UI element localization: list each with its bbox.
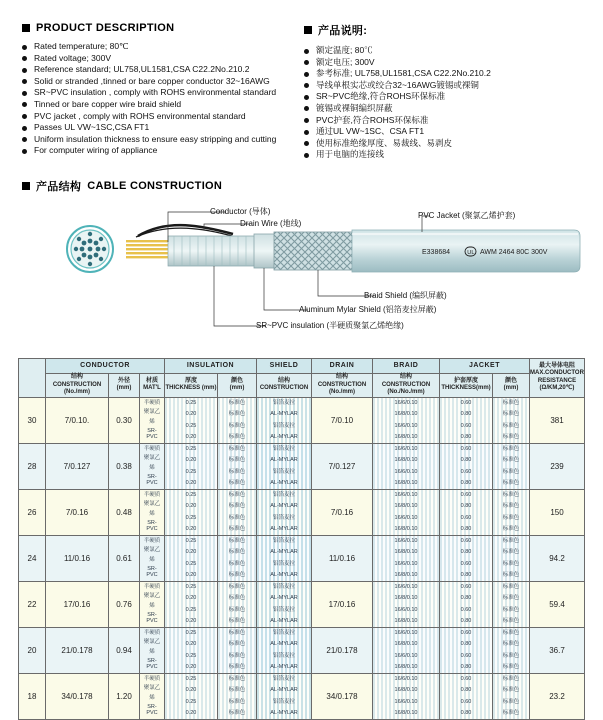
- cell-insulation-thickness: 0.25 0.20 0.25 0.20: [165, 673, 218, 719]
- cell-drain: 7/0.10: [312, 397, 373, 443]
- th-group-insulation-label: INSULATION: [186, 362, 235, 369]
- list-item: 使用标准绝缘厚度、易裁线、易剥皮: [304, 138, 582, 150]
- cell-od: 0.76: [109, 581, 140, 627]
- cell-conductor: 7/0.127: [46, 443, 109, 489]
- cell-jacket-color: 标准色 标准色 标准色 标准色: [493, 581, 530, 627]
- list-item: 镀锡或裸铜编织屏蔽: [304, 103, 582, 115]
- description-section: [22, 22, 582, 161]
- cell-od: 1.20: [109, 673, 140, 719]
- cell-jacket-thickness: 0.60 0.80 0.60 0.80: [440, 627, 493, 673]
- cell-insulation-color: 标准色 标准色 标准色 标准色: [218, 443, 257, 489]
- cell-jacket-color: 标准色 标准色 标准色 标准色: [493, 489, 530, 535]
- cell-insulation-material: 半硬质 聚氯乙 烯 SR-PVC: [140, 581, 165, 627]
- cell-jacket-color: 标准色 标准色 标准色 标准色: [493, 535, 530, 581]
- th-awg-group: [19, 359, 46, 398]
- list-item: SR~PVC绝缘,符合ROHS环保标准: [304, 91, 582, 103]
- label-mylar-shield: Aluminum Mylar Shield (铝箔麦拉屏蔽): [299, 305, 437, 314]
- braid-shield: [274, 232, 356, 270]
- cell-shield: 铝箔麦拉 AL-MYLAR 铝箔麦拉 AL-MYLAR: [257, 535, 312, 581]
- th-braid-construction: 结构 CONSTRUCTION (No./No./mm): [373, 374, 440, 398]
- cell-shield: 铝箔麦拉 AL-MYLAR 铝箔麦拉 AL-MYLAR: [257, 443, 312, 489]
- list-item: PVC jacket , comply with ROHS environmental standard: [22, 111, 300, 123]
- cell-braid: 16/6/0.10 16/8/0.10 16/6/0.10 16/8/0.10: [373, 627, 440, 673]
- cell-braid: 16/6/0.10 16/8/0.10 16/6/0.10 16/8/0.10: [373, 535, 440, 581]
- cell-insulation-thickness: 0.25 0.20 0.25 0.20: [165, 535, 218, 581]
- list-item: Passes UL VW~1SC,CSA FT1: [22, 122, 300, 134]
- jacket-print-id: E338684: [422, 249, 451, 256]
- cell-od: 0.30: [109, 397, 140, 443]
- list-item: 用于电脑的连接线: [304, 149, 582, 161]
- cell-insulation-color: 标准色 标准色 标准色 标准色: [218, 673, 257, 719]
- cell-jacket-color: 标准色 标准色 标准色 标准色: [493, 397, 530, 443]
- label-sr-pvc-insulation: SR~PVC insulation (半硬质聚氯乙烯绝缘): [256, 321, 404, 330]
- cell-awg: 26: [19, 489, 46, 535]
- cell-drain: 7/0.16: [312, 489, 373, 535]
- list-item: 参考标准; UL758,UL1581,CSA C22.2No.210.2: [304, 68, 582, 80]
- cell-drain: 11/0.16: [312, 535, 373, 581]
- table-row: [19, 443, 585, 489]
- cell-resistance: 239: [530, 443, 585, 489]
- th-resistance-cn: 最大导体电阻: [538, 362, 575, 369]
- cell-insulation-thickness: 0.25 0.20 0.25 0.20: [165, 581, 218, 627]
- th-jacket-thickness: 护套厚度 THICKNESS(mm): [440, 374, 493, 398]
- cell-od: 0.48: [109, 489, 140, 535]
- list-item: Rated temperature; 80℃: [22, 41, 300, 53]
- label-drain-wire: Drain Wire (地线): [240, 219, 302, 228]
- cell-jacket-thickness: 0.60 0.80 0.60 0.80: [440, 535, 493, 581]
- cell-insulation-material: 半硬质 聚氯乙 烯 SR-PVC: [140, 673, 165, 719]
- cell-jacket-thickness: 0.60 0.80 0.60 0.80: [440, 581, 493, 627]
- cell-shield: 铝箔麦拉 AL-MYLAR 铝箔麦拉 AL-MYLAR: [257, 397, 312, 443]
- table-row: [19, 397, 585, 443]
- cell-awg: 24: [19, 535, 46, 581]
- th-group-drain: [312, 359, 373, 374]
- cell-insulation-thickness: 0.25 0.20 0.25 0.20: [165, 627, 218, 673]
- list-item: Rated voltage; 300V: [22, 53, 300, 65]
- aluminum-mylar-shield: [254, 234, 276, 268]
- cell-conductor: 34/0.178: [46, 673, 109, 719]
- table-row: [19, 489, 585, 535]
- product-description-title: PRODUCT DESCRIPTION: [36, 22, 175, 34]
- th-resistance-en: MAX.CONDUCTOR RESISTANCE (Ω/KM,20℃): [530, 370, 584, 392]
- th-conductor-od: 外径 (mm): [109, 374, 140, 398]
- cell-insulation-thickness: 0.25 0.20 0.25 0.20: [165, 397, 218, 443]
- list-item: 通过UL VW~1SC、CSA FT1: [304, 126, 582, 138]
- list-item: Uniform insulation thickness to ensure easy stripping and cutting: [22, 134, 300, 146]
- cell-insulation-material: 半硬质 聚氯乙 烯 SR-PVC: [140, 443, 165, 489]
- table-row: [19, 535, 585, 581]
- cell-conductor: 7/0.10.: [46, 397, 109, 443]
- cell-conductor: 21/0.178: [46, 627, 109, 673]
- th-group-conductor: [46, 359, 165, 374]
- cell-braid: 16/6/0.10 16/8/0.10 16/6/0.10 16/8/0.10: [373, 443, 440, 489]
- jacket-print-text: AWM 2464 80C 300V: [480, 249, 548, 256]
- cell-awg: 30: [19, 397, 46, 443]
- cell-resistance: 59.4: [530, 581, 585, 627]
- th-insulation-material: 材质 MAT'L: [140, 374, 165, 398]
- table-row: [19, 581, 585, 627]
- cell-braid: 16/6/0.10 16/8/0.10 16/6/0.10 16/8/0.10: [373, 489, 440, 535]
- cell-resistance: 150: [530, 489, 585, 535]
- list-item: PVC护套,符合ROHS环保标准: [304, 115, 582, 127]
- cell-drain: 34/0.178: [312, 673, 373, 719]
- th-drain-construction: 结构 CONSTRUCTION (No./mm): [312, 374, 373, 398]
- product-description-cn: [304, 22, 582, 161]
- cell-insulation-color: 标准色 标准色 标准色 标准色: [218, 397, 257, 443]
- th-insulation-thickness: 厚度 THICKNESS (mm): [165, 374, 218, 398]
- cell-braid: 16/6/0.10 16/8/0.10 16/6/0.10 16/8/0.10: [373, 673, 440, 719]
- cell-conductor: 11/0.16: [46, 535, 109, 581]
- cell-awg: 22: [19, 581, 46, 627]
- cell-jacket-thickness: 0.60 0.80 0.60 0.80: [440, 673, 493, 719]
- cell-braid: 16/6/0.10 16/8/0.10 16/6/0.10 16/8/0.10: [373, 581, 440, 627]
- cell-jacket-thickness: 0.60 0.80 0.60 0.80: [440, 443, 493, 489]
- list-item: Tinned or bare copper wire braid shield: [22, 99, 300, 111]
- product-description-heading-cn: [304, 22, 582, 38]
- cell-conductor: 17/0.16: [46, 581, 109, 627]
- cable-construction-title-cn: 产品结构: [36, 181, 82, 193]
- cell-drain: 21/0.178: [312, 627, 373, 673]
- list-item: Solid or stranded ,tinned or bare copper conductor 32~16AWG: [22, 76, 300, 88]
- cell-shield: 铝箔麦拉 AL-MYLAR 铝箔麦拉 AL-MYLAR: [257, 581, 312, 627]
- cell-jacket-thickness: 0.60 0.80 0.60 0.80: [440, 397, 493, 443]
- th-group-jacket-label: JACKET: [468, 362, 500, 369]
- product-description-en: [22, 22, 300, 161]
- table-group-header-row: [19, 359, 585, 374]
- cell-braid: 16/6/0.10 16/8/0.10 16/6/0.10 16/8/0.10: [373, 397, 440, 443]
- product-description-title-cn: 产品说明:: [318, 25, 368, 37]
- cell-shield: 铝箔麦拉 AL-MYLAR 铝箔麦拉 AL-MYLAR: [257, 673, 312, 719]
- cable-construction-title-en: CABLE CONSTRUCTION: [87, 180, 223, 192]
- table-row: [19, 673, 585, 719]
- specification-table: [18, 358, 585, 720]
- list-item: 额定温度; 80℃: [304, 45, 582, 57]
- cell-jacket-color: 标准色 标准色 标准色 标准色: [493, 673, 530, 719]
- product-description-list-cn: [304, 45, 582, 161]
- bullet-square-icon: [22, 24, 30, 32]
- cell-insulation-color: 标准色 标准色 标准色 标准色: [218, 581, 257, 627]
- cell-drain: 17/0.16: [312, 581, 373, 627]
- th-group-conductor-label: CONDUCTOR: [80, 362, 130, 369]
- product-description-heading: [22, 22, 300, 34]
- cell-jacket-color: 标准色 标准色 标准色 标准色: [493, 627, 530, 673]
- th-jacket-color: 颜色 (mm): [493, 374, 530, 398]
- th-conductor-construction: 结构 CONSTRUCTION (No./mm): [46, 374, 109, 398]
- cell-shield: 铝箔麦拉 AL-MYLAR 铝箔麦拉 AL-MYLAR: [257, 489, 312, 535]
- th-insulation-color: 颜色 (mm): [218, 374, 257, 398]
- th-group-drain-label: DRAIN: [329, 362, 355, 369]
- table-header-row: [19, 374, 585, 398]
- cell-od: 0.61: [109, 535, 140, 581]
- bullet-square-icon: [22, 182, 30, 190]
- label-conductor: Conductor (导体): [210, 207, 271, 216]
- list-item: 额定电压; 300V: [304, 57, 582, 69]
- cell-insulation-color: 标准色 标准色 标准色 标准色: [218, 535, 257, 581]
- cell-conductor: 7/0.16: [46, 489, 109, 535]
- cell-insulation-thickness: 0.25 0.20 0.25 0.20: [165, 489, 218, 535]
- cable-construction-diagram: [18, 196, 588, 344]
- label-pvc-jacket: PVC Jacket (聚氯乙烯护套): [418, 211, 516, 220]
- th-group-braid: [373, 359, 440, 374]
- cell-awg: 28: [19, 443, 46, 489]
- th-group-shield: [257, 359, 312, 374]
- th-resistance: [530, 359, 585, 398]
- list-item: SR~PVC insulation , comply with ROHS environmental standard: [22, 87, 300, 99]
- cell-resistance: 381: [530, 397, 585, 443]
- cell-insulation-material: 半硬质 聚氯乙 烯 SR-PVC: [140, 397, 165, 443]
- cell-drain: 7/0.127: [312, 443, 373, 489]
- cell-resistance: 23.2: [530, 673, 585, 719]
- cell-insulation-color: 标准色 标准色 标准色 标准色: [218, 627, 257, 673]
- cell-insulation-material: 半硬质 聚氯乙 烯 SR-PVC: [140, 489, 165, 535]
- cell-insulation-thickness: 0.25 0.20 0.25 0.20: [165, 443, 218, 489]
- cell-shield: 铝箔麦拉 AL-MYLAR 铝箔麦拉 AL-MYLAR: [257, 627, 312, 673]
- table-body: [19, 397, 585, 719]
- th-group-jacket: [440, 359, 530, 374]
- drain-wire-line: [138, 225, 233, 236]
- cell-resistance: 94.2: [530, 535, 585, 581]
- cell-jacket-color: 标准色 标准色 标准色 标准色: [493, 443, 530, 489]
- cross-section-icon: [67, 226, 113, 272]
- cell-od: 0.94: [109, 627, 140, 673]
- cell-insulation-material: 半硬质 聚氯乙 烯 SR-PVC: [140, 535, 165, 581]
- svg-text:UL: UL: [467, 250, 475, 256]
- sr-pvc-insulation: [168, 236, 256, 266]
- cell-insulation-material: 半硬质 聚氯乙 烯 SR-PVC: [140, 627, 165, 673]
- cell-awg: 20: [19, 627, 46, 673]
- list-item: Reference standard; UL758,UL1581,CSA C22.2No.210.2: [22, 64, 300, 76]
- cell-insulation-color: 标准色 标准色 标准色 标准色: [218, 489, 257, 535]
- cell-awg: 18: [19, 673, 46, 719]
- cell-resistance: 36.7: [530, 627, 585, 673]
- th-group-insulation: [165, 359, 257, 374]
- th-group-braid-label: BRAID: [393, 362, 419, 369]
- cell-jacket-thickness: 0.60 0.80 0.60 0.80: [440, 489, 493, 535]
- th-group-shield-label: SHIELD: [269, 362, 299, 369]
- th-shield-construction: 结构 CONSTRUCTION: [257, 374, 312, 398]
- label-braid-shield: Braid Shield (编织屏蔽): [364, 291, 447, 300]
- cable-construction-heading: [22, 178, 222, 194]
- table-row: [19, 627, 585, 673]
- list-item: 导线单根实芯或绞合32~16AWG镀锡或裸铜: [304, 80, 582, 92]
- bullet-square-icon: [304, 26, 312, 34]
- product-description-list: [22, 41, 300, 157]
- cell-od: 0.38: [109, 443, 140, 489]
- list-item: For computer wiring of appliance: [22, 145, 300, 157]
